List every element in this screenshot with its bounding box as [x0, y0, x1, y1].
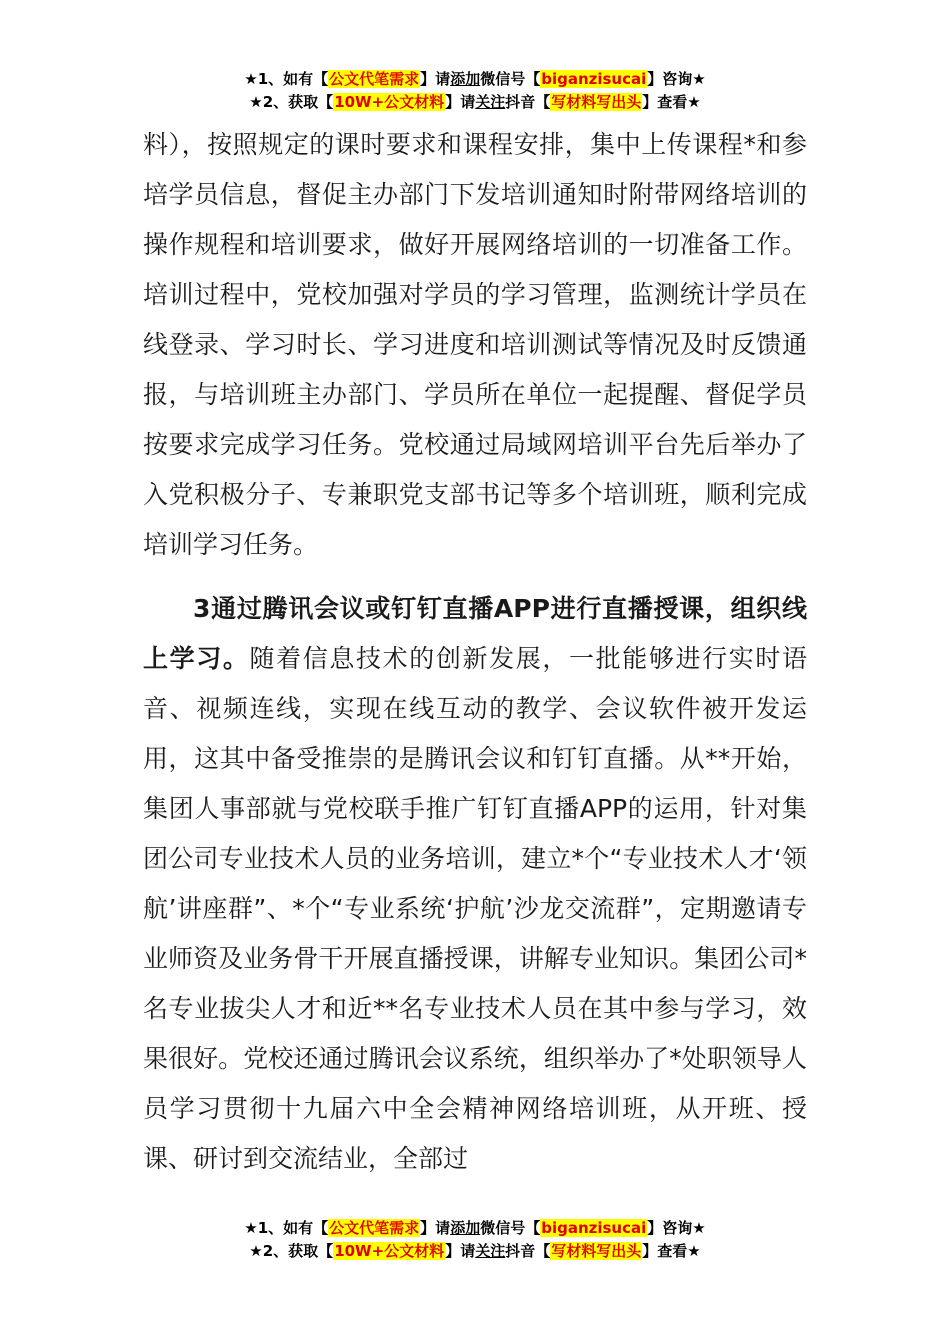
banner-text: 】咨询★ [647, 1219, 706, 1237]
banner-text: 抖音【 [505, 93, 551, 111]
footer-banner [0, 1217, 950, 1263]
highlight-douyin-id: 写材料写出头 [551, 1242, 642, 1260]
banner-text: 】请 [420, 70, 451, 88]
banner-text: 】请 [420, 1219, 451, 1237]
banner-text: 】请 [445, 1242, 476, 1260]
banner-text: ★2、获取【 [249, 1242, 334, 1260]
paragraph-2-body: 随着信息技术的创新发展，一批能够进行实时语音、视频连线，实现在线互动的教学、会议软件被开发运用，这其中备受推崇的是腾讯会议和钉钉直播。从**开始，集团人事部就与党校联手推广钉钉直播APP的运用，针对集团公司专业技术人员的业务培训，建立*个“专业技术人才‘领航’讲座群”、*个“专业系统‘护航’沙龙交流群”，定期邀请专业师资及业务骨干开展直播授课，讲解专业知识。集团公司*名专业拔尖人才和近**名专业技术人员在其中参与学习，效果很好。党校还通过腾讯会议系统，组织举办了*处职领导人员学习贯彻十九届六中全会精神网络培训班，从开班、授课、研讨到交流结业，全部过 [143, 644, 807, 1173]
banner-text: 】咨询★ [647, 70, 706, 88]
document-body [143, 120, 807, 1184]
underlined-text: 添加 [450, 70, 481, 88]
paragraph-1: 料），按照规定的课时要求和课程安排，集中上传课程*和参培学员信息，督促主办部门下发培训通知时附带网络培训的操作规程和培训要求，做好开展网络培训的一切准备工作。培训过程中，党校加强对学员的学习管理，监测统计学员在线登录、学习时长、学习进度和培训测试等情况及时反馈通报，与培训班主办部门、学员所在单位一起提醒、督促学员按要求完成学习任务。党校通过局域网培训平台先后举办了入党积极分子、专兼职党支部书记等多个培训班，顺利完成培训学习任务。 [143, 130, 807, 559]
underlined-text: 关注 [475, 1242, 506, 1260]
banner-text: ★1、如有【 [244, 1219, 329, 1237]
underlined-text: 添加 [450, 1219, 481, 1237]
highlight-service: 公文代笔需求 [329, 70, 420, 88]
section-heading: 3通过腾讯会议或钉钉直播APP进行直播授课，组织线上学习。 [143, 594, 807, 673]
banner-text: ★2、获取【 [249, 93, 334, 111]
highlight-wechat-id: biganzisucai [541, 70, 647, 88]
highlight-wechat-id: biganzisucai [541, 1219, 647, 1237]
banner-text: 】查看★ [642, 1242, 701, 1260]
banner-text: 抖音【 [505, 1242, 551, 1260]
banner-text: 】查看★ [642, 93, 701, 111]
banner-text: ★1、如有【 [244, 70, 329, 88]
banner-text: 微信号【 [480, 1219, 541, 1237]
highlight-service: 公文代笔需求 [329, 1219, 420, 1237]
paragraph-2 [143, 584, 807, 1184]
highlight-materials: 10W+公文材料 [334, 1242, 445, 1260]
banner-text: 】请 [445, 93, 476, 111]
header-banner [0, 68, 950, 114]
highlight-materials: 10W+公文材料 [334, 93, 445, 111]
banner-line-2 [0, 91, 950, 114]
highlight-douyin-id: 写材料写出头 [551, 93, 642, 111]
underlined-text: 关注 [475, 93, 506, 111]
banner-line-2 [0, 1240, 950, 1263]
banner-text: 微信号【 [480, 70, 541, 88]
banner-line-1 [0, 68, 950, 91]
banner-line-1 [0, 1217, 950, 1240]
